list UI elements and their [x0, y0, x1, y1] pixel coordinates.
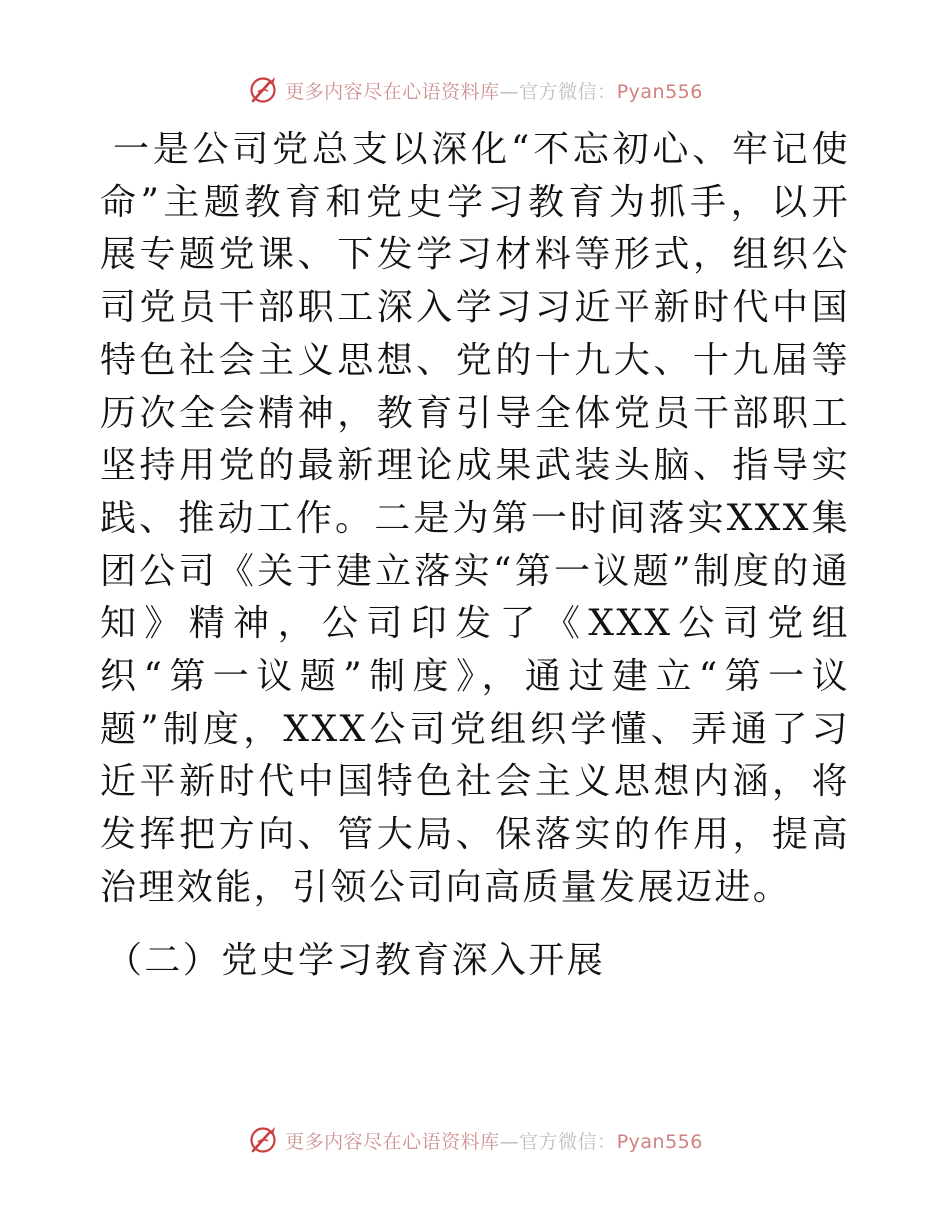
- document-body: [100, 124, 850, 987]
- footer-banner: [0, 1122, 950, 1158]
- header-banner: [0, 72, 950, 108]
- quill-logo-icon: [247, 74, 279, 106]
- quill-logo-icon: [247, 1124, 279, 1156]
- header-brand-text: 更多内容尽在心语资料库: [285, 80, 500, 103]
- section-heading: （二）党史学习教育深入开展: [106, 939, 606, 981]
- footer-wechat-id: Pyan556: [616, 1130, 703, 1153]
- footer-separator: —: [499, 1130, 520, 1153]
- header-banner-text: [285, 77, 703, 104]
- footer-brand-text: 更多内容尽在心语资料库: [285, 1130, 500, 1153]
- header-wechat-label: 官方微信：: [519, 80, 617, 103]
- footer-banner-text: [285, 1127, 703, 1154]
- header-wechat-id: Pyan556: [616, 80, 703, 103]
- footer-wechat-label: 官方微信：: [519, 1130, 617, 1153]
- body-paragraph: 一是公司党总支以深化“不忘初心、牢记使命”主题教育和党史学习教育为抓手，以开展专题党课、下发学习材料等形式，组织公司党员干部职工深入学习习近平新时代中国特色社会主义思想、党的十九大、十九届等历次全会精神，教育引导全体党员干部职工坚持用党的最新理论成果武装头脑、指导实践、推动工作。二是为第一时间落实XXX集团公司《关于建立落实“第一议题”制度的通知》精神，公司印发了《XXX公司党组织“第一议题”制度》，通过建立“第一议题”制度，XXX公司党组织学懂、弄通了习近平新时代中国特色社会主义思想内涵，将发挥把方向、管大局、保落实的作用，提高治理效能，引领公司向高质量发展迈进。: [100, 129, 850, 908]
- header-separator: —: [499, 80, 520, 103]
